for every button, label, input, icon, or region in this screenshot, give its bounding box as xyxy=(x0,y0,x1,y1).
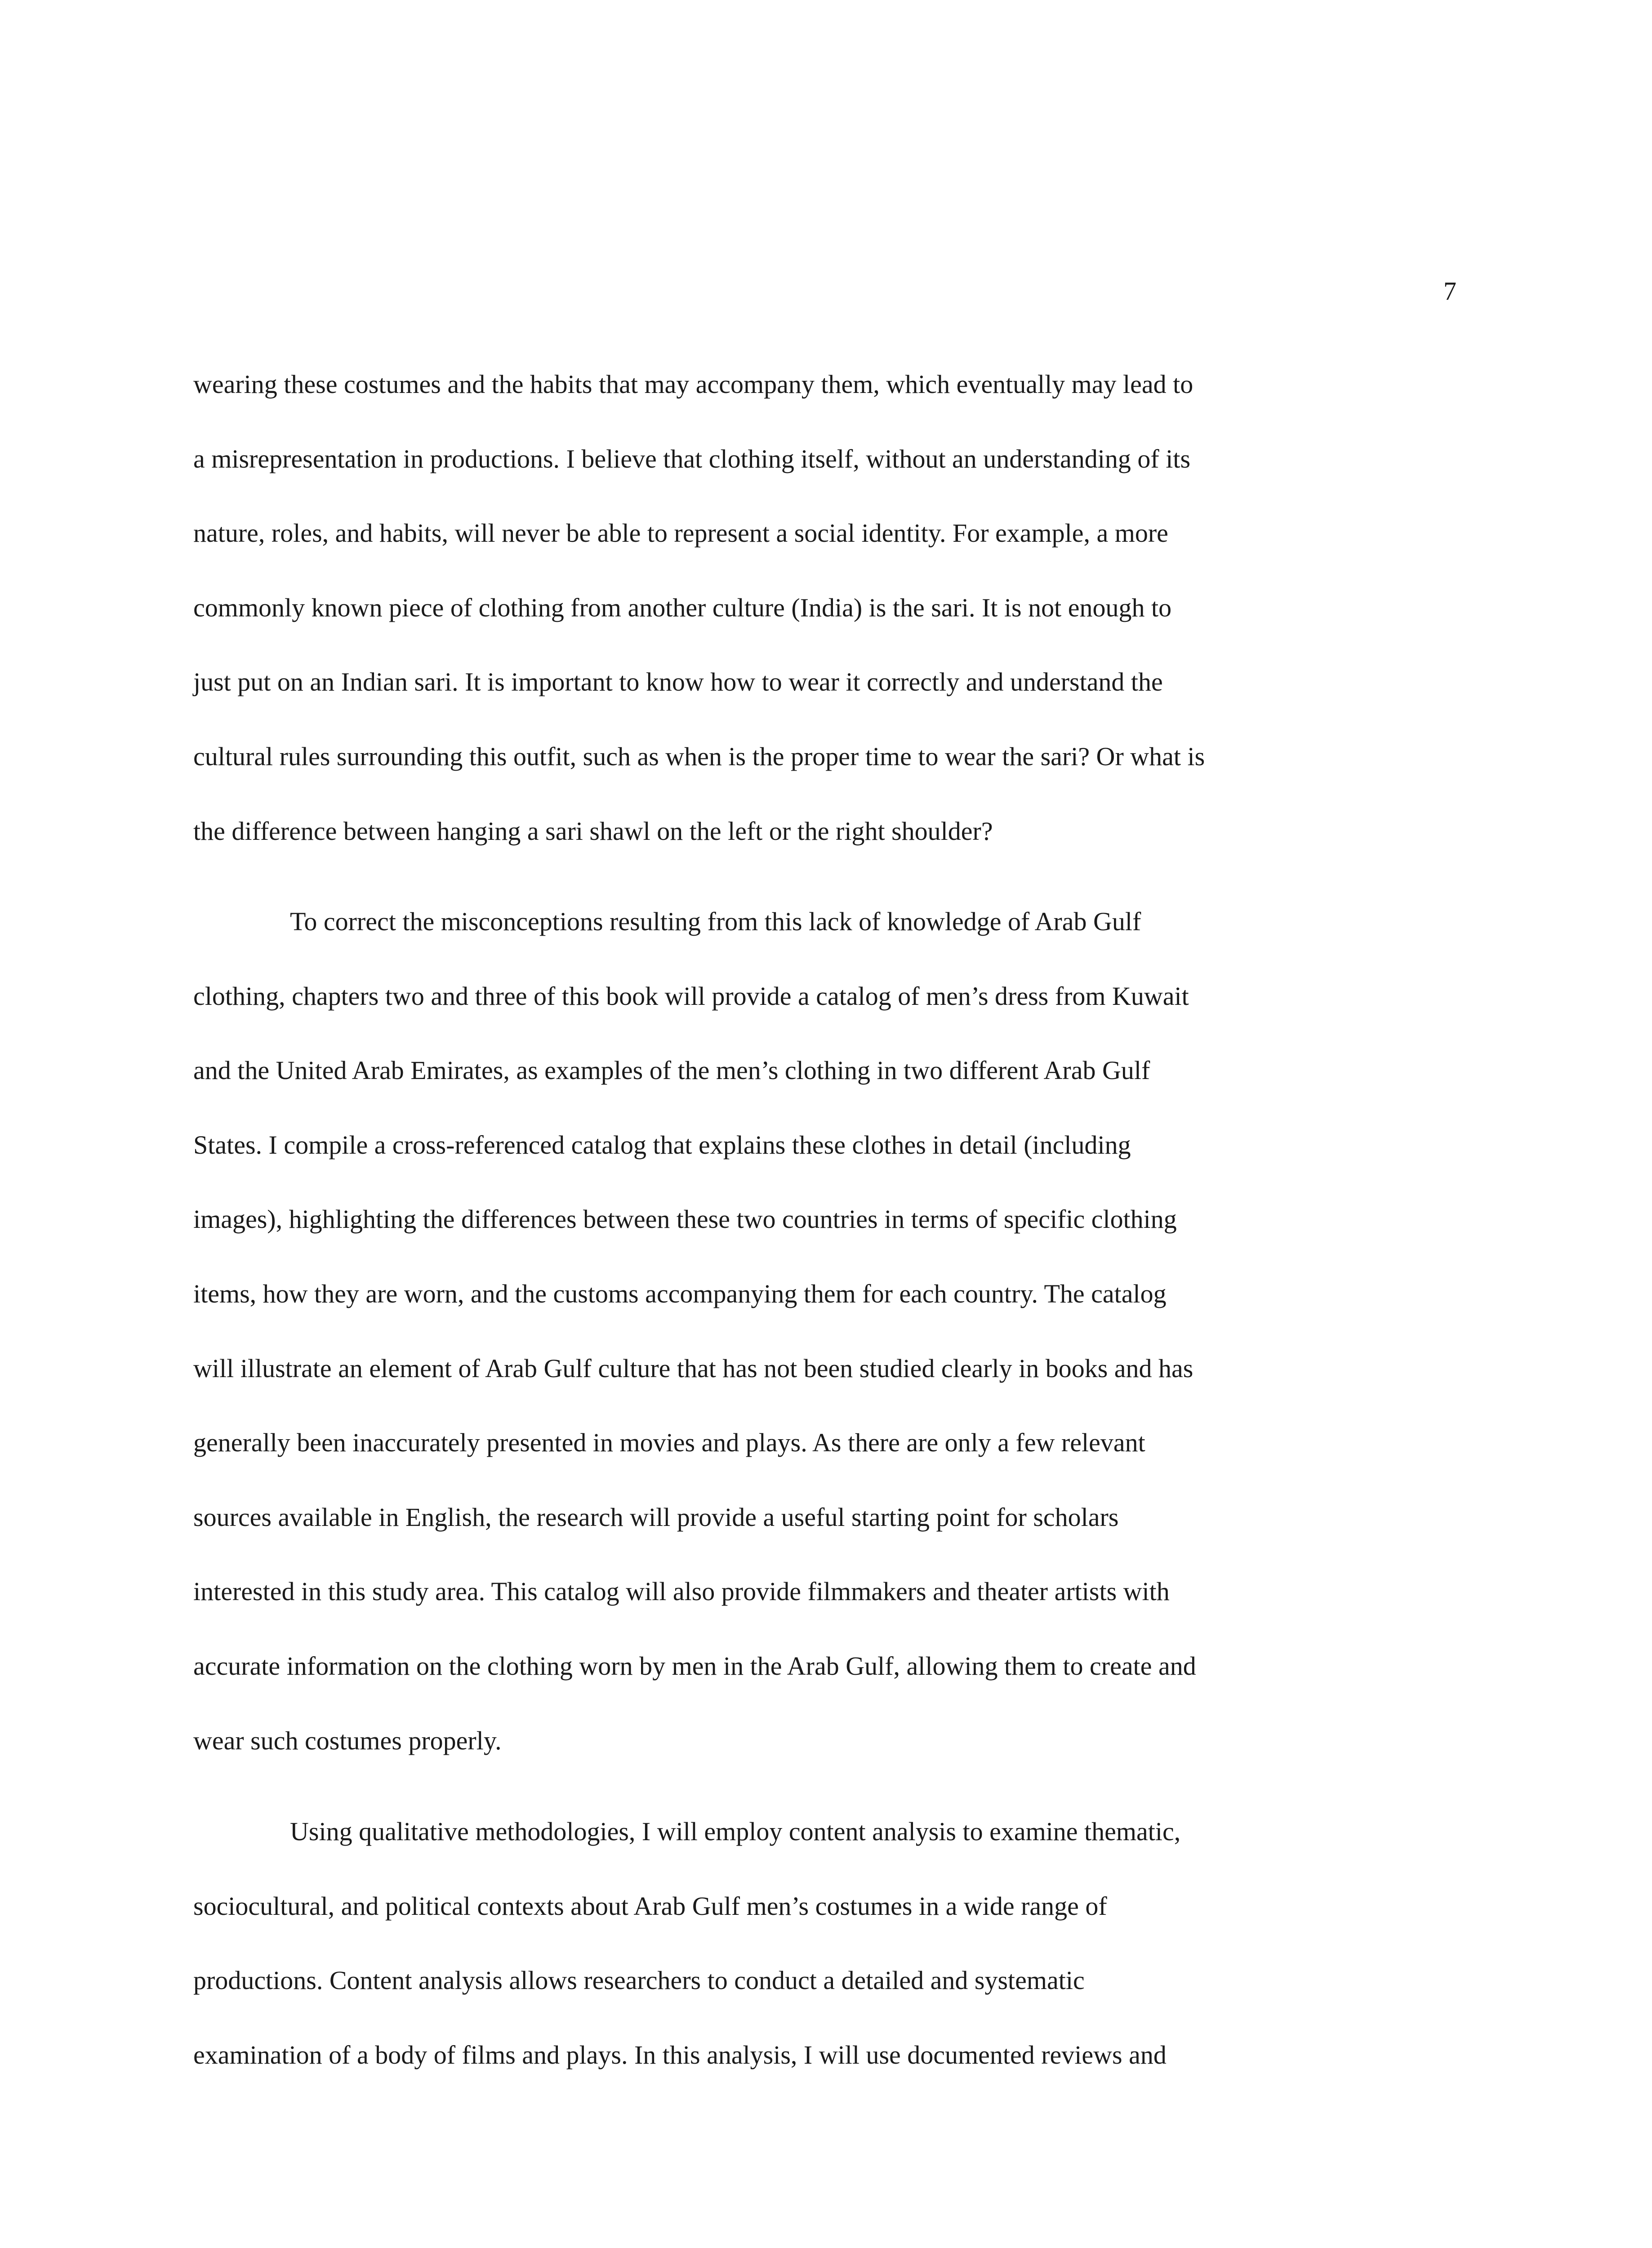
body-paragraph xyxy=(193,366,1479,888)
text-line: accurate information on the clothing worn by men in the Arab Gulf, allowing them to create and xyxy=(193,1651,1196,1681)
text-line: a misrepresentation in productions. I believe that clothing itself, without an understanding of its xyxy=(193,444,1191,473)
text-line: nature, roles, and habits, will never be able to represent a social identity. For example, a more xyxy=(193,518,1168,548)
text-line: will illustrate an element of Arab Gulf culture that has not been studied clearly in books and has xyxy=(193,1353,1193,1383)
text-line: generally been inaccurately presented in movies and plays. As there are only a few relevant xyxy=(193,1428,1145,1458)
body-paragraph xyxy=(193,904,1479,1797)
text-line: the difference between hanging a sari shawl on the left or the right shoulder? xyxy=(193,816,993,846)
text-line: and the United Arab Emirates, as examples of the men’s clothing in two different Arab Gulf xyxy=(193,1056,1150,1085)
text-line: productions. Content analysis allows researchers to conduct a detailed and systematic xyxy=(193,1966,1085,1995)
body-paragraph xyxy=(193,1814,1479,2111)
text-line: clothing, chapters two and three of this book will provide a catalog of men’s dress from Kuwait xyxy=(193,981,1189,1011)
text-line: sociocultural, and political contexts about Arab Gulf men’s costumes in a wide range of xyxy=(193,1891,1107,1921)
text-line: examination of a body of films and plays. In this analysis, I will use documented reviews and xyxy=(193,2040,1167,2070)
text-line: items, how they are worn, and the customs accompanying them for each country. The catalog xyxy=(193,1279,1167,1308)
text-line: cultural rules surrounding this outfit, such as when is the proper time to wear the sari? Or what is xyxy=(193,741,1205,771)
text-line: commonly known piece of clothing from another culture (India) is the sari. It is not enough to xyxy=(193,593,1172,622)
text-line: To correct the misconceptions resulting from this lack of knowledge of Arab Gulf xyxy=(290,907,1141,936)
text-line: Using qualitative methodologies, I will employ content analysis to examine thematic, xyxy=(290,1817,1181,1846)
text-line: interested in this study area. This catalog will also provide filmmakers and theater artists with xyxy=(193,1577,1170,1606)
text-line: States. I compile a cross-referenced catalog that explains these clothes in detail (including xyxy=(193,1130,1131,1160)
text-line: sources available in English, the research will provide a useful starting point for scholars xyxy=(193,1502,1119,1532)
text-line: just put on an Indian sari. It is important to know how to wear it correctly and understand the xyxy=(193,667,1163,697)
text-line: images), highlighting the differences between these two countries in terms of specific clothing xyxy=(193,1204,1177,1234)
text-line: wear such costumes properly. xyxy=(193,1726,502,1755)
text-line: wearing these costumes and the habits that may accompany them, which eventually may lead to xyxy=(193,370,1193,399)
page-number: 7 xyxy=(1443,277,1456,306)
